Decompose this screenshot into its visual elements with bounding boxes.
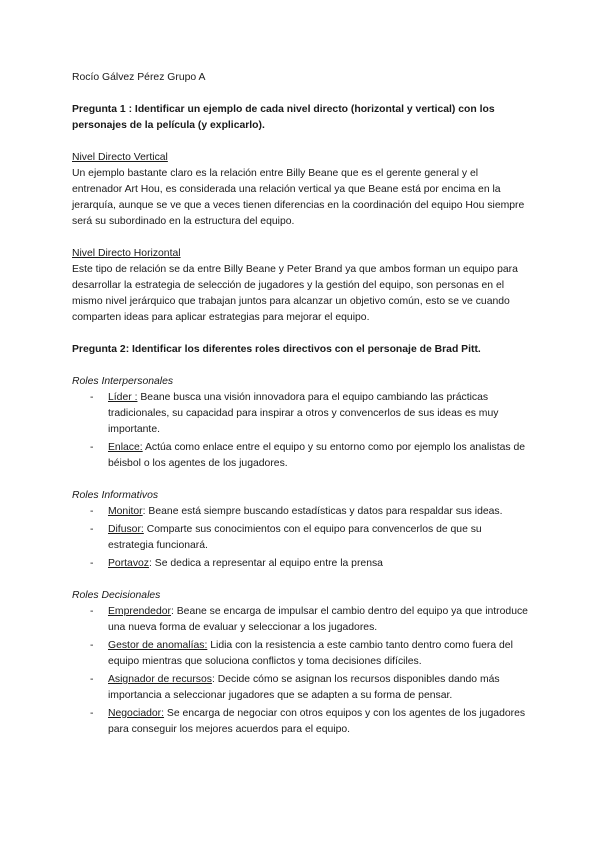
role-item-enlace: [72, 440, 530, 472]
role-text: Actúa como enlace entre el equipo y su entorno como por ejemplo los analistas de béisbol o los agentes de los jugadores.: [108, 442, 526, 469]
section-horizontal: [72, 246, 530, 326]
role-item-asignador: [72, 672, 530, 704]
section-text-horizontal: Este tipo de relación se da entre Billy Beane y Peter Brand ya que ambos forman un equipo para desarrollar la estrategia de selección de jugadores y la gestión del equipo, son personas en el mismo nivel jerárquico que trabajan juntos para alcanzar un objetivo común, esto se ve cuando comparten ideas para aplicar estrategias para mejorar el equipo.: [72, 264, 518, 323]
role-text: : Se dedica a representar al equipo entre la prensa: [149, 558, 383, 569]
list-dash: -: [90, 640, 94, 651]
list-dash: -: [90, 606, 94, 617]
list-dash: -: [90, 524, 94, 535]
roles-group-title: Roles Decisionales: [72, 590, 161, 601]
roles-list: [72, 504, 530, 572]
list-dash: -: [90, 558, 94, 569]
section-vertical: [72, 150, 530, 230]
question-2-title: Pregunta 2: Identificar los diferentes roles directivos con el personaje de Brad Pitt.: [72, 344, 481, 355]
role-text: Comparte sus conocimientos con el equipo para convencerlos de que su estrategia funcionará.: [108, 524, 482, 551]
list-dash: -: [90, 392, 94, 403]
role-name: Portavoz: [108, 558, 150, 569]
section-text-vertical: Un ejemplo bastante claro es la relación entre Billy Beane que es el gerente general y el entrenador Art Hou, es considerada una relación vertical ya que Beane está por encima en la jerarquía, aunque se ve que a veces tienen diferencias en la coordinación del equipo Hou siempre será su subordinado en la estructura del equipo.: [72, 168, 525, 227]
role-text: Beane busca una visión innovadora para el equipo cambiando las prácticas tradicionales, su capacidad para inspirar a otros y convencerlos de sus ideas es muy importante.: [108, 392, 499, 435]
section-title-vertical: Nivel Directo Vertical: [72, 152, 168, 163]
roles-group-title: Roles Informativos: [72, 490, 159, 501]
role-name: Asignador de recursos: [108, 674, 212, 685]
role-text: : Decide cómo se asignan los recursos disponibles dando más importancia a seleccionar jugadores que se adapten a su forma de pensar.: [108, 674, 500, 701]
role-name: Monitor: [108, 506, 143, 517]
roles-group-decisionales: [72, 588, 530, 738]
role-item-emprendedor: [72, 604, 530, 636]
roles-group-informativos: [72, 488, 530, 572]
list-dash: -: [90, 708, 94, 719]
author-line: Rocío Gálvez Pérez Grupo A: [72, 72, 206, 83]
role-name: Enlace:: [108, 442, 143, 453]
role-text: Se encarga de negociar con otros equipos y con los agentes de los jugadores para conseguir los mejores acuerdos para el equipo.: [108, 708, 526, 735]
role-item-negociador: [72, 706, 530, 738]
role-name: Negociador:: [108, 708, 165, 719]
roles-list: [72, 390, 530, 472]
role-item-portavoz: [72, 556, 530, 572]
role-name: Gestor de anomalías:: [108, 640, 208, 651]
role-name: Emprendedor: [108, 606, 171, 617]
role-name: Difusor:: [108, 524, 144, 535]
question-1-title: Pregunta 1 : Identificar un ejemplo de cada nivel directo (horizontal y vertical) con los personajes de la película (y explicarlo).: [72, 104, 495, 131]
list-dash: -: [90, 506, 94, 517]
role-text: Lidia con la resistencia a este cambio tanto dentro como fuera del equipo mientras que soluciona conflictos y toma decisiones difíciles.: [108, 640, 513, 667]
roles-list: [72, 604, 530, 738]
roles-group-title: Roles Interpersonales: [72, 376, 174, 387]
role-item-monitor: [72, 504, 530, 520]
role-name: Líder :: [108, 392, 138, 403]
list-dash: -: [90, 674, 94, 685]
role-item-difusor: [72, 522, 530, 554]
role-text: : Beane se encarga de impulsar el cambio dentro del equipo ya que introduce una nueva forma de evaluar y seleccionar a los jugadores.: [108, 606, 528, 633]
role-item-gestor: [72, 638, 530, 670]
role-item-lider: [72, 390, 530, 438]
section-title-horizontal: Nivel Directo Horizontal: [72, 248, 181, 259]
roles-group-interpersonales: [72, 374, 530, 472]
role-text: : Beane está siempre buscando estadísticas y datos para respaldar sus ideas.: [142, 506, 503, 517]
list-dash: -: [90, 442, 94, 453]
